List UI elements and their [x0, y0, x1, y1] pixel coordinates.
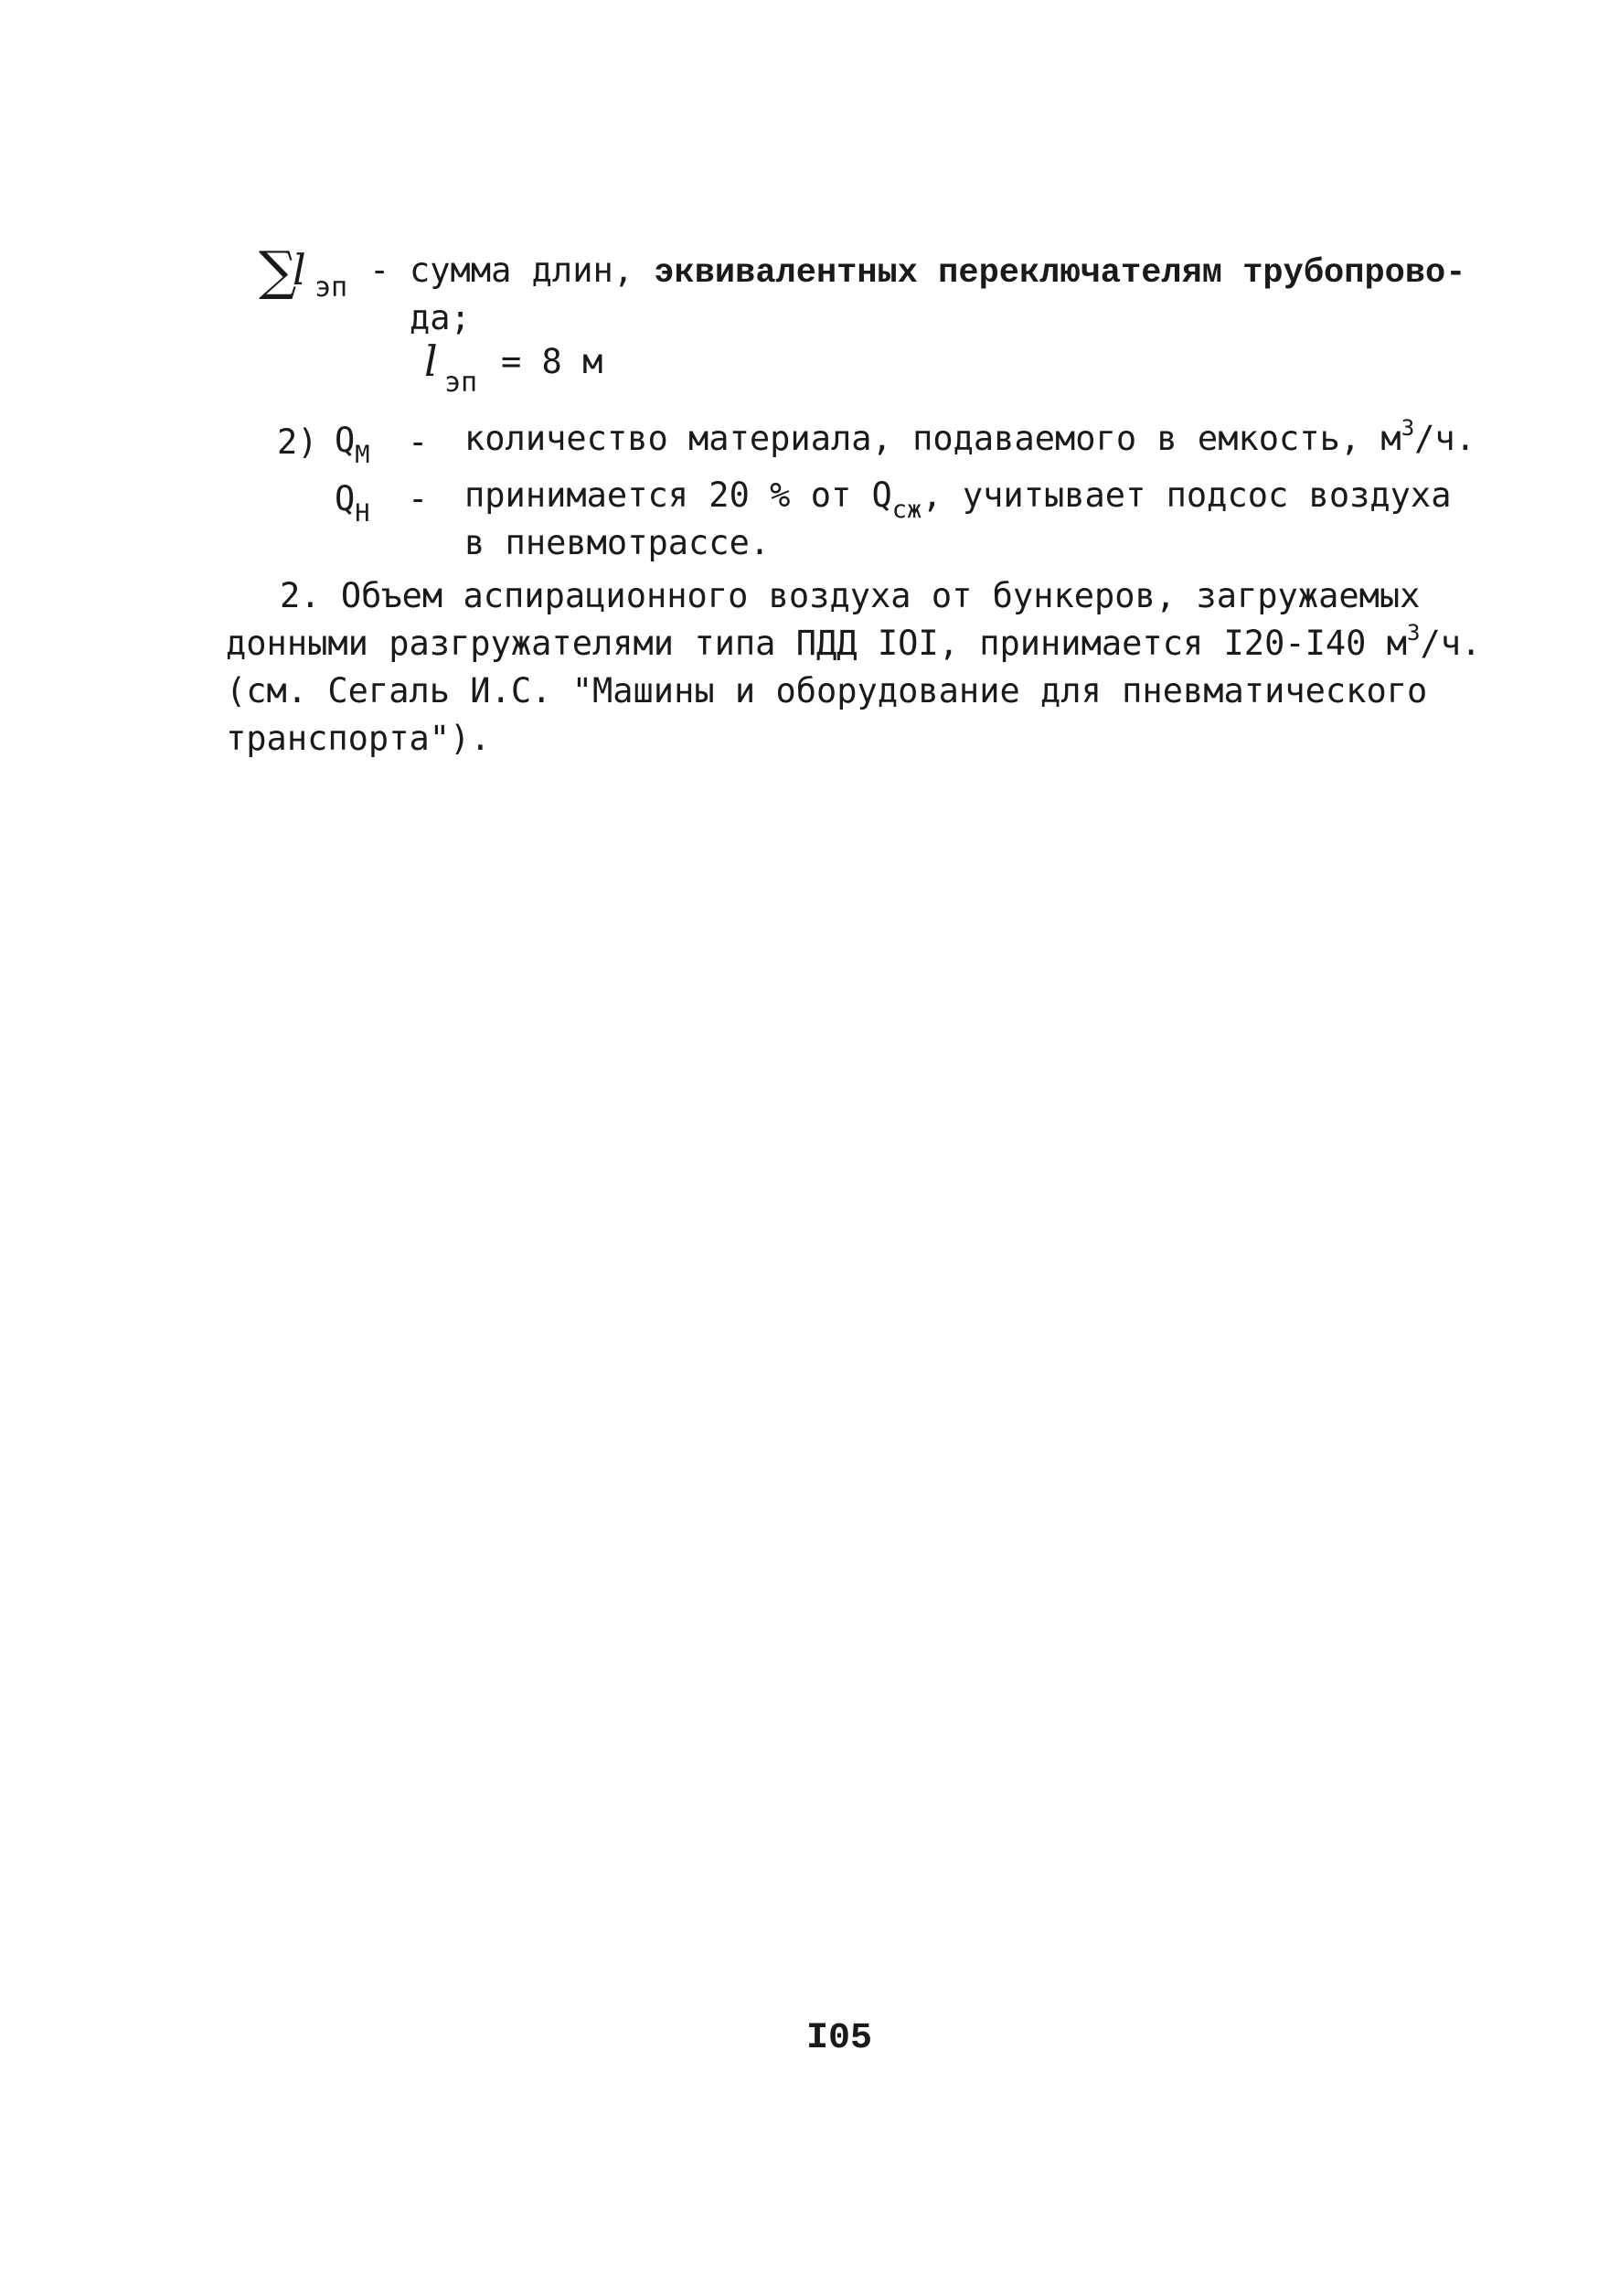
paragraph-line-3: (см. Сегаль И.С. "Машины и оборудование для пневматического	[226, 671, 1428, 710]
paragraph-line-2: донными разгружателями типа ПДД IOI, принимается I20-I40 $м^3/ч$.	[226, 620, 1482, 663]
value-subscript: эп	[444, 367, 478, 399]
qn-definition-text: принимается 20 % от $Q_{сж}$, учитывает подсос воздуха	[464, 475, 1452, 524]
page-number: I05	[806, 2018, 873, 2059]
value-variable: l	[424, 336, 438, 386]
qm-dash: -	[408, 422, 429, 462]
sum-definition-text: сумма длин, эквивалентных переключателям трубопрово-	[410, 251, 1466, 293]
paragraph-line-4: транспорта").	[226, 719, 491, 758]
qm-definition-text: количество материала, подаваемого в емкость, $м^3/ч$.	[464, 415, 1475, 458]
length-subscript: эп	[314, 272, 348, 304]
qn-variable: $Q_Н$	[335, 479, 370, 528]
value-equation: = 8 м	[501, 342, 603, 381]
qm-variable: $Q_М$	[335, 421, 370, 469]
qn-definition-continuation: в пневмотрассе.	[464, 523, 771, 562]
length-variable: l	[293, 245, 306, 294]
item-number: 2)	[277, 422, 318, 462]
qn-dash: -	[408, 479, 429, 518]
sum-dash: -	[369, 251, 390, 290]
paragraph-line-1: 2. Объем аспирационного воздуха от бункеров, загружаемых	[280, 576, 1421, 615]
sum-definition-continuation: да;	[410, 298, 471, 337]
sum-symbol: ∑	[259, 240, 297, 302]
